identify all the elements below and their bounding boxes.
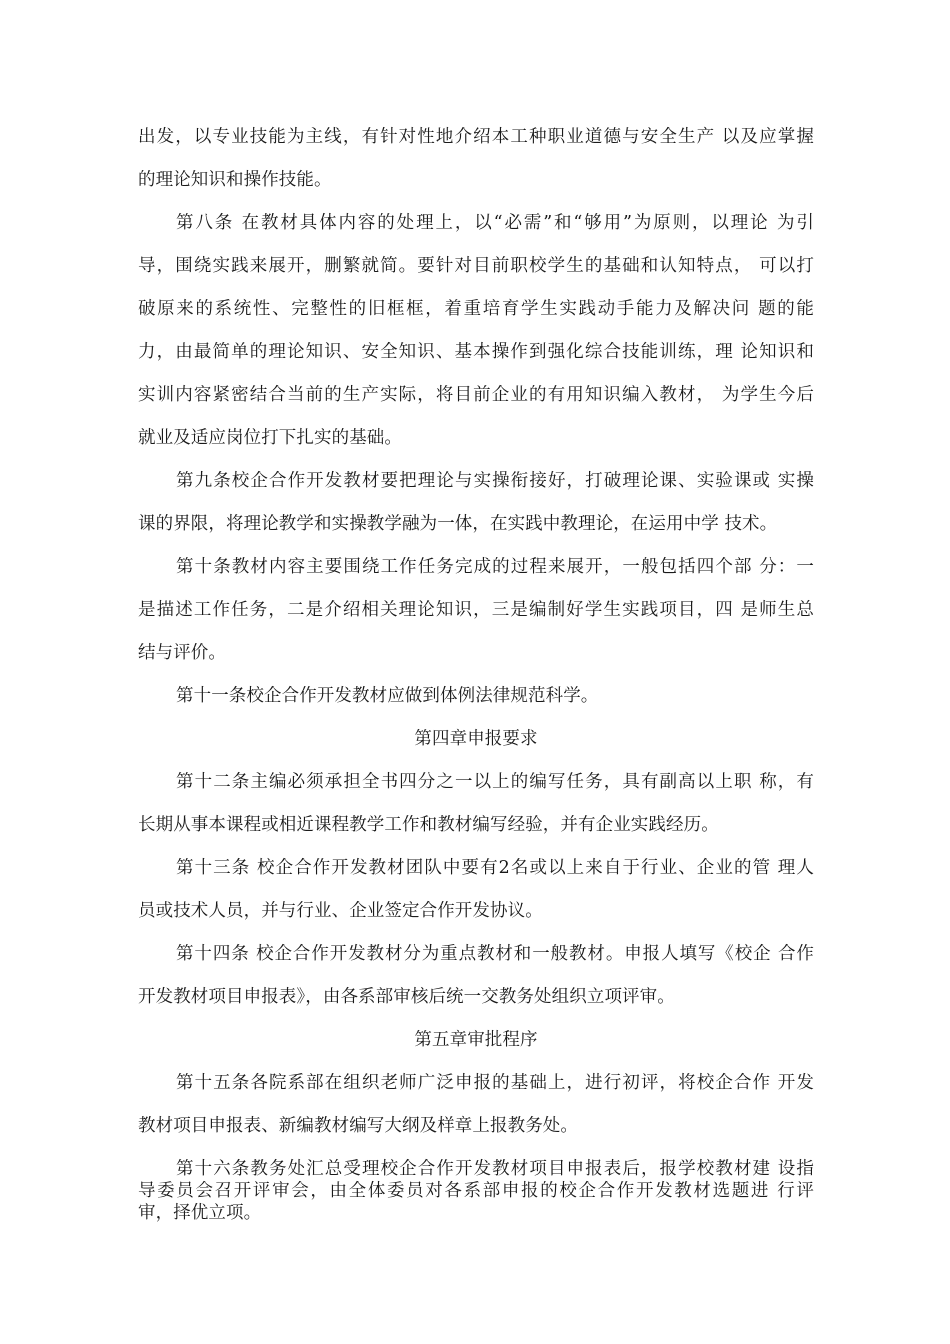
article-15-line: 第十五条各院系部在组织老师广泛申报的基础上，进行初评，将校企合作 开发 bbox=[176, 1073, 814, 1093]
article-8-line: 导，围绕实践来展开，删繁就简。要针对目前职校学生的基础和认知特点， 可以打 bbox=[138, 256, 814, 276]
article-13-line: 第十三条 校企合作开发教材团队中要有2名或以上来自于行业、企业的管 理人 bbox=[176, 858, 814, 878]
article-9-line: 课的界限，将理论教学和实操教学融为一体，在实践中教理论，在运用中学 技术。 bbox=[138, 514, 778, 534]
article-14-line: 开发教材项目申报表》，由各系部审核后统一交教务处组织立项评审。 bbox=[138, 987, 675, 1007]
article-10-line: 结与评价。 bbox=[138, 643, 226, 663]
article-16-line: 第十六条教务处汇总受理校企合作开发教材项目申报表后，报学校教材建 设指 bbox=[176, 1159, 814, 1179]
article-10-line: 第十条教材内容主要围绕工作任务完成的过程来展开，一般包括四个部 分：一 bbox=[176, 557, 814, 577]
article-8-line: 就业及适应岗位打下扎实的基础。 bbox=[138, 428, 402, 448]
article-16-line: 导委员会召开评审会，由全体委员对各系部申报的校企合作开发教材选题进 行评 bbox=[138, 1181, 814, 1201]
article-8-line: 第八条 在教材具体内容的处理上，以“必需”和“够用”为原则，以理论 为引 bbox=[176, 213, 814, 233]
chapter-5-heading: 第五章审批程序 bbox=[414, 1030, 538, 1050]
paragraph-line: 的理论知识和操作技能。 bbox=[138, 170, 332, 190]
article-11-line: 第十一条校企合作开发教材应做到体例法律规范科学。 bbox=[176, 686, 599, 706]
article-12-line: 第十二条主编必须承担全书四分之一以上的编写任务，具有副高以上职 称，有 bbox=[176, 772, 814, 792]
article-15-line: 教材项目申报表、新编教材编写大纲及样章上报教务处。 bbox=[138, 1116, 578, 1136]
article-10-line: 是描述工作任务，二是介绍相关理论知识，三是编制好学生实践项目，四 是师生总 bbox=[138, 600, 814, 620]
article-13-line: 员或技术人员，并与行业、企业签定合作开发协议。 bbox=[138, 901, 543, 921]
chapter-4-heading: 第四章申报要求 bbox=[414, 729, 538, 749]
article-9-line: 第九条校企合作开发教材要把理论与实操衔接好，打破理论课、实验课或 实操 bbox=[176, 471, 814, 491]
article-14-line: 第十四条 校企合作开发教材分为重点教材和一般教材。申报人填写《校企 合作 bbox=[176, 944, 814, 964]
paragraph-line: 出发，以专业技能为主线，有针对性地介绍本工种职业道德与安全生产 以及应掌握 bbox=[138, 127, 814, 147]
article-16-line: 审，择优立项。 bbox=[138, 1203, 262, 1223]
article-8-line: 实训内容紧密结合当前的生产实际，将目前企业的有用知识编入教材， 为学生今后 bbox=[138, 385, 814, 405]
article-8-line: 破原来的系统性、完整性的旧框框，着重培育学生实践动手能力及解决问 题的能 bbox=[138, 299, 814, 319]
article-12-line: 长期从事本课程或相近课程教学工作和教材编写经验，并有企业实践经历。 bbox=[138, 815, 719, 835]
article-8-line: 力，由最简单的理论知识、安全知识、基本操作到强化综合技能训练，理 论知识和 bbox=[138, 342, 814, 362]
